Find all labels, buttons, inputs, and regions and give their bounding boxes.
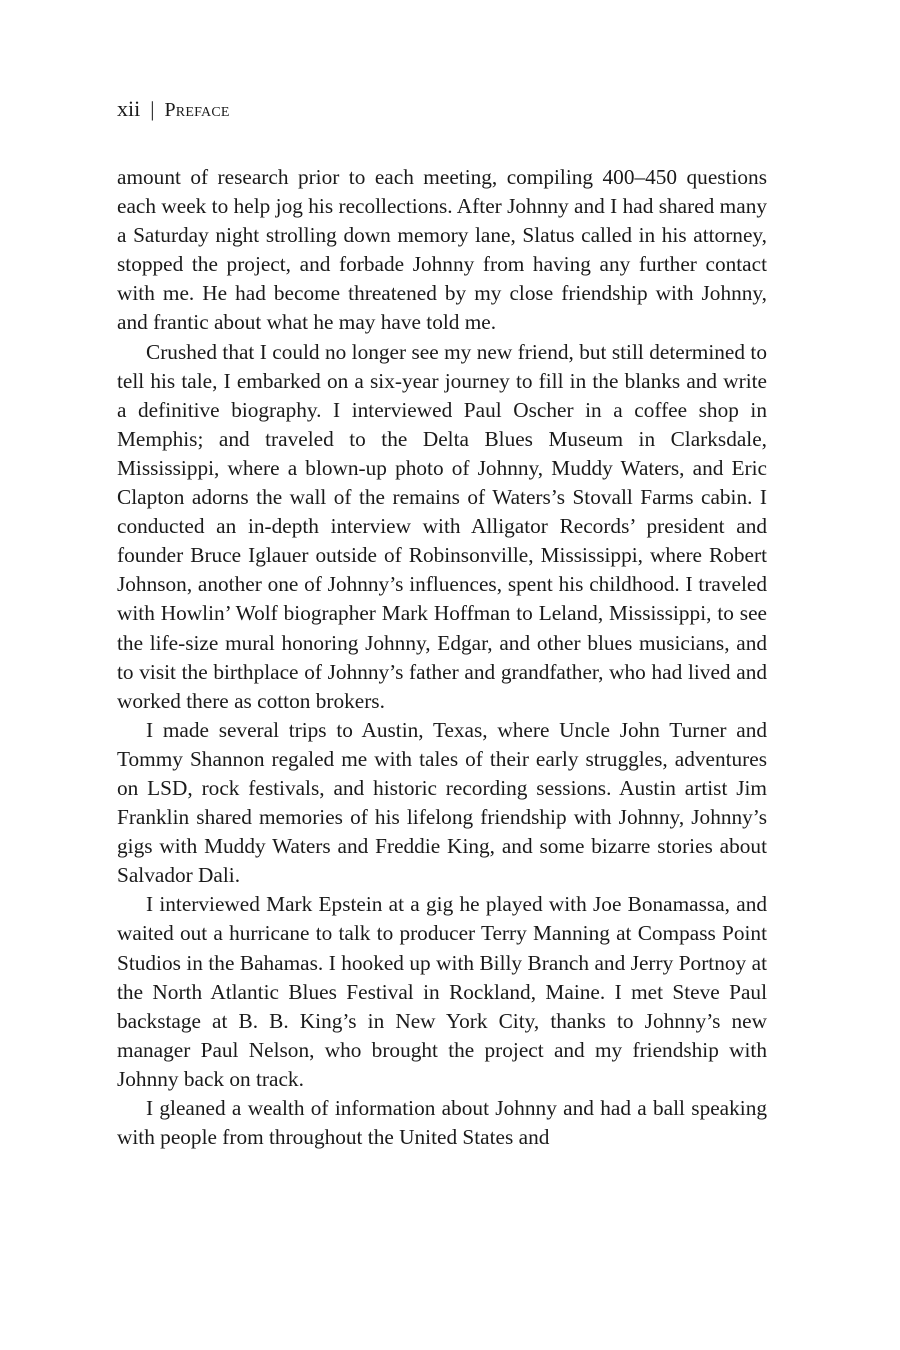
paragraph-continues: I gleaned a wealth of information about Johnny and had a ball speaking with people from throughout the United States and [117,1096,767,1150]
running-head [117,96,230,123]
paragraph: I made several trips to Austin, Texas, where Uncle John Turner and Tommy Shannon regaled me with tales of their early struggles, adventures on LSD, rock festivals, and historic recording sessions. Austin artist Jim Franklin shared memories of his lifelong friendship with Johnny, Johnny’s gigs with Muddy Waters and Freddie King, and some bizarre stories about Salvador Dali. [117,717,767,888]
paragraph: Crushed that I could no longer see my new friend, but still determined to tell his tale, I embarked on a six-year journey to fill in the blanks and write a definitive biography. I interviewed Paul Oscher in a coffee shop in Memphis; and traveled to the Delta Blues Museum in Clarksdale, Mississippi, where a blown-up photo of Johnny, Muddy Waters, and Eric Clapton adorns the wall of the remains of Waters’s Stovall Farms cabin. I conducted an in-depth interview with Alligator Records’ president and founder Bruce Iglauer outside of Robinsonville, Mississippi, where Robert Johnson, another one of Johnny’s influences, spent his childhood. I traveled with Howlin’ Wolf biographer Mark Hoffman to Leland, Mississippi, to see the life-size mural honoring Johnny, Edgar, and other blues musicians, and to visit the birthplace of Johnny’s father and grandfather, who had lived and worked there as cotton brokers. [117,339,767,713]
paragraph-continued: amount of research prior to each meeting, compiling 400–450 questions each week to help jog his recollections. After Johnny and I had shared many a Saturday night strolling down memory lane, Slatus called in his attorney, stopped the project, and forbade Johnny from having any further contact with me. He had become threatened by my close friendship with Johnny, and frantic about what he may have told me. [117,165,767,335]
paragraph: I interviewed Mark Epstein at a gig he played with Joe Bonamassa, and waited out a hurricane to talk to producer Terry Manning at Compass Point Studios in the Bahamas. I hooked up with Billy Branch and Jerry Portnoy at the North Atlantic Blues Festival in Rockland, Maine. I met Steve Paul backstage at B. B. King’s in New York City, thanks to Johnny’s new manager Paul Nelson, who brought the project and my friendship with Johnny back on track. [117,892,767,1091]
running-head-separator: | [150,97,155,121]
body-text [117,163,767,1152]
page-number: xii [117,96,141,121]
section-title: Preface [164,99,230,121]
